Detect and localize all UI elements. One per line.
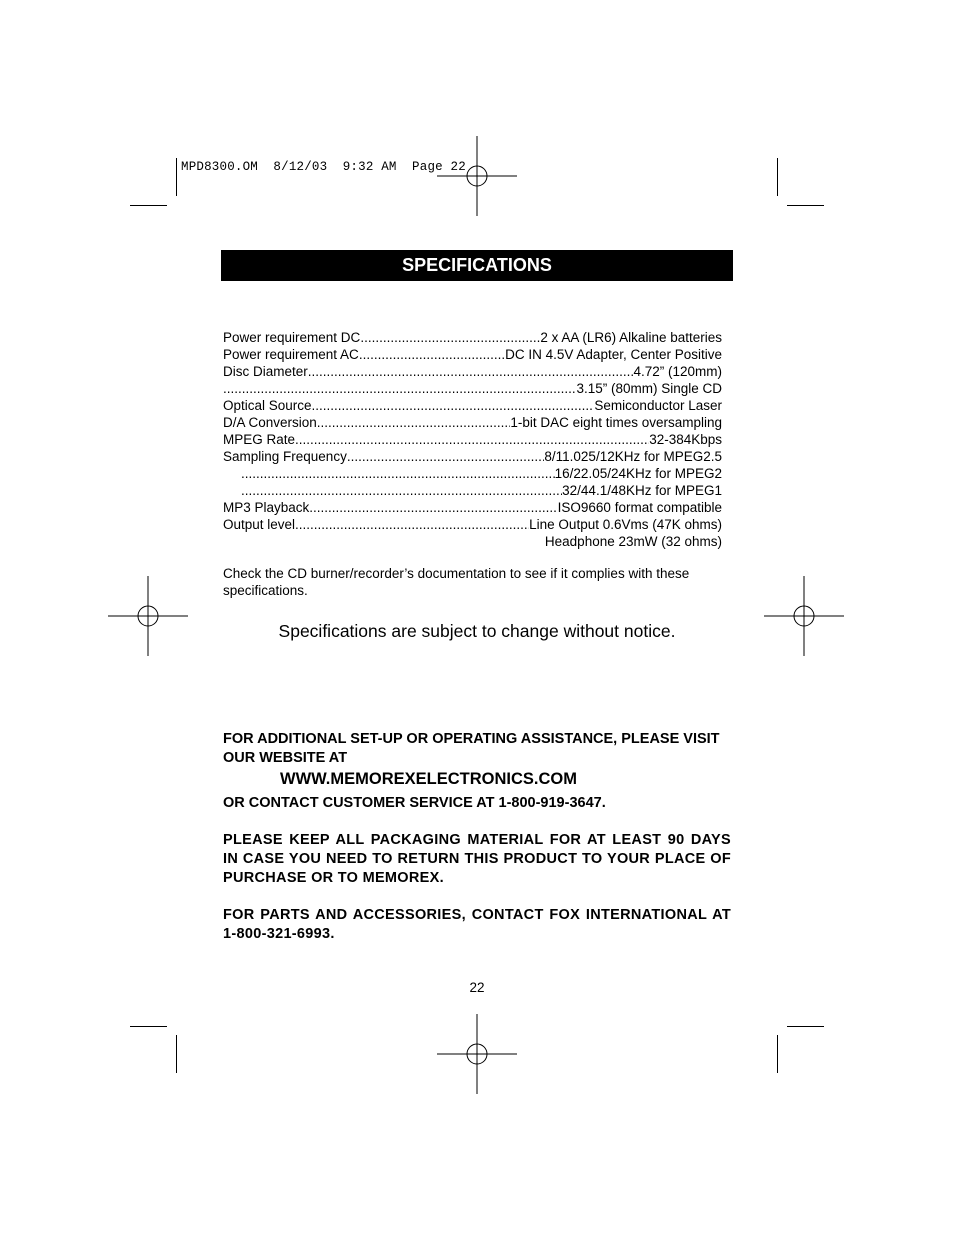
spec-label: Output level — [223, 517, 296, 532]
spec-label: Power requirement AC — [223, 347, 359, 362]
spec-row — [223, 465, 722, 482]
crop-mark-top-right-v — [777, 158, 778, 196]
spec-label: Optical Source — [223, 398, 312, 413]
spec-leader-dots — [308, 363, 634, 380]
spec-value: 4.72” (120mm) — [633, 364, 722, 379]
spec-leader-dots — [360, 329, 540, 346]
parts-notice: FOR PARTS AND ACCESSORIES, CONTACT FOX INTERNATIONAL AT 1-800-321-6993. — [223, 907, 731, 942]
spec-leader-dots — [295, 431, 649, 448]
spec-label: MP3 Playback — [223, 500, 310, 515]
spec-value: 2 x AA (LR6) Alkaline batteries — [540, 330, 722, 345]
spec-leader-dots — [309, 499, 557, 516]
spec-row — [223, 431, 722, 448]
spec-value: DC IN 4.5V Adapter, Center Positive — [505, 347, 722, 362]
spec-row — [223, 533, 722, 550]
spec-value: ISO9660 format compatible — [557, 500, 722, 515]
spec-leader-dots — [359, 346, 505, 363]
spec-value: Line Output 0.6Vms (47K ohms) — [529, 517, 722, 532]
spec-label: Disc Diameter — [223, 364, 308, 379]
spec-label: Sampling Frequency — [223, 449, 347, 464]
spec-value: 8/11.025/12KHz for MPEG2.5 — [544, 449, 722, 464]
crop-mark-bottom-right-v — [777, 1035, 778, 1073]
packaging-notice: PLEASE KEEP ALL PACKAGING MATERIAL FOR AT LEAST 90 DAYS IN CASE YOU NEED TO RETURN THIS PRODUCT TO YOUR PLACE OF PURCHASE OR TO MEMOREX. — [223, 832, 731, 886]
spec-value: Semiconductor Laser — [594, 398, 722, 413]
spec-list — [223, 329, 722, 550]
spec-row — [223, 516, 722, 533]
registration-mark-bottom-icon — [437, 1014, 517, 1094]
change-notice: Specifications are subject to change without notice. — [278, 621, 676, 641]
spec-row — [223, 380, 722, 397]
spec-row — [223, 414, 722, 431]
registration-mark-right-icon — [764, 576, 844, 656]
spec-row — [223, 482, 722, 499]
spec-leader-dots — [241, 465, 555, 482]
spec-row — [223, 499, 722, 516]
crop-mark-bottom-right-h — [787, 1026, 824, 1027]
spec-row — [223, 363, 722, 380]
spec-leader-dots — [241, 482, 562, 499]
spec-value: 32-384Kbps — [649, 432, 722, 447]
customer-service-text: OR CONTACT CUSTOMER SERVICE AT 1-800-919-3647. — [223, 795, 606, 811]
crop-mark-bottom-left-v — [176, 1035, 177, 1073]
spec-row — [223, 448, 722, 465]
spec-row — [223, 329, 722, 346]
crop-mark-top-left-v — [176, 158, 177, 196]
print-stamp: MPD8300.OM 8/12/03 9:32 AM Page 22 — [181, 160, 466, 174]
spec-leader-dots — [347, 448, 545, 465]
spec-label: Power requirement DC — [223, 330, 361, 345]
spec-value: 3.15” (80mm) Single CD — [576, 381, 722, 396]
spec-row — [223, 346, 722, 363]
compliance-note: Check the CD burner/recorder’s documentation to see if it complies with these specifications. — [223, 566, 690, 598]
spec-leader-dots — [312, 397, 595, 414]
crop-mark-bottom-left-h — [130, 1026, 167, 1027]
spec-value: 16/22.05/24KHz for MPEG2 — [554, 466, 722, 481]
spec-leader-dots — [223, 380, 576, 397]
page-number: 22 — [469, 980, 485, 995]
website-link[interactable]: WWW.MEMOREXELECTRONICS.COM — [280, 770, 577, 788]
spec-label: MPEG Rate — [223, 432, 296, 447]
spec-leader-dots — [295, 516, 529, 533]
spec-row — [223, 397, 722, 414]
registration-mark-left-icon — [108, 576, 188, 656]
crop-mark-top-left-h — [130, 205, 167, 206]
section-title: SPECIFICATIONS — [402, 255, 552, 275]
registration-mark-top-icon — [437, 136, 517, 216]
section-title-bar — [221, 250, 733, 281]
spec-leader-dots — [317, 414, 511, 431]
crop-mark-top-right-h — [787, 205, 824, 206]
spec-value: 1-bit DAC eight times oversampling — [510, 415, 722, 430]
spec-value: 32/44.1/48KHz for MPEG1 — [562, 483, 722, 498]
assistance-text: FOR ADDITIONAL SET-UP OR OPERATING ASSISTANCE, PLEASE VISIT OUR WEBSITE AT — [223, 731, 720, 766]
spec-value: Headphone 23mW (32 ohms) — [544, 534, 722, 549]
spec-label: D/A Conversion — [223, 415, 317, 430]
